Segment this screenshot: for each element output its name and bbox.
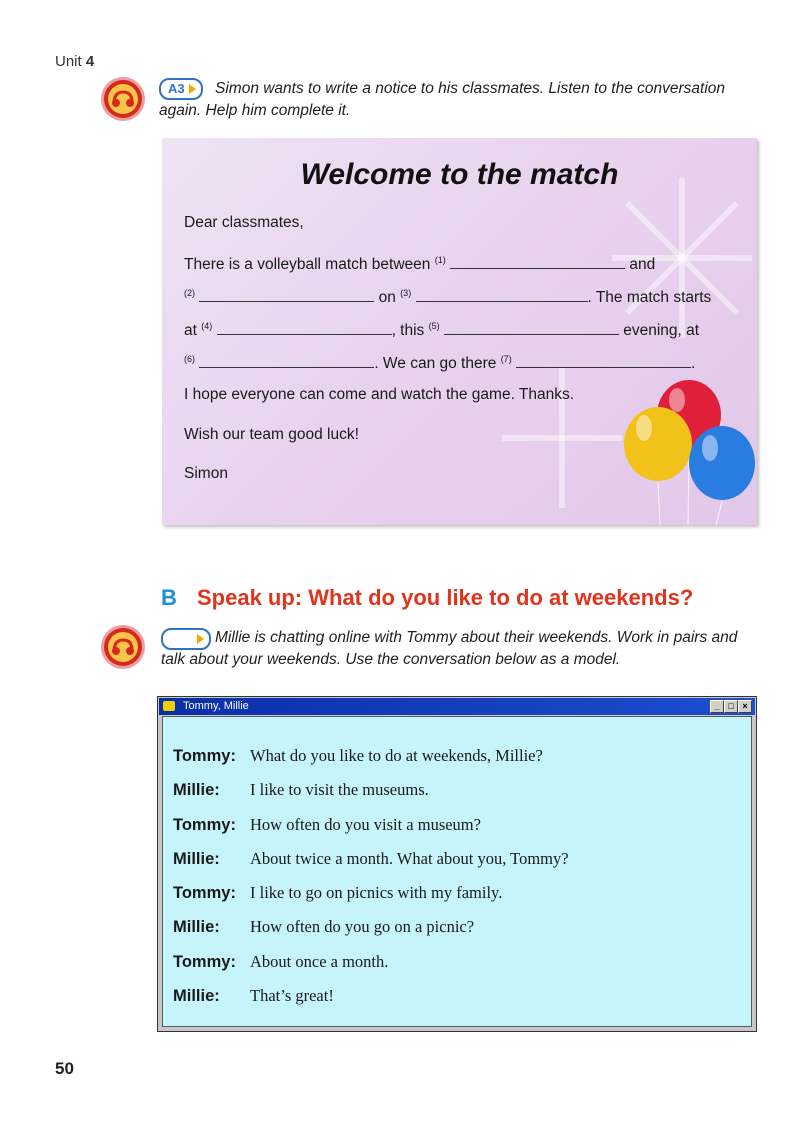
chat-window-title: Tommy, Millie [183, 700, 249, 712]
blank-number: (4) [201, 321, 213, 331]
close-button[interactable]: × [738, 700, 752, 713]
blank-6[interactable] [199, 353, 374, 368]
blank-7[interactable] [516, 353, 691, 368]
chat-app-icon [163, 701, 175, 711]
chat-message [173, 917, 474, 937]
chat-message [173, 815, 481, 835]
notice-line-1: There is a volleyball match between $^{(1)}$ and [184, 255, 656, 273]
unit-label [55, 53, 94, 70]
blank-number: (7) [500, 354, 512, 364]
chat-message [173, 780, 429, 800]
notice-wish: Wish our team good luck! [184, 426, 359, 443]
chat-text: I like to go on picnics with my family. [250, 883, 503, 902]
balloon-blue [689, 426, 755, 500]
notice-line-3: at $^{(4)}$ , this $^{(5)}$ evening, at [184, 321, 700, 339]
chat-text: How often do you go on a picnic? [250, 917, 475, 936]
unit-number: 4 [85, 53, 95, 70]
unit-word: Unit [55, 53, 82, 70]
blank-5[interactable] [444, 320, 619, 335]
blank-1[interactable] [450, 254, 625, 269]
section-b-letter: B [161, 585, 177, 610]
chat-message [173, 986, 334, 1006]
blank-2[interactable] [199, 287, 374, 302]
section-b-title: Speak up: What do you like to do at weekends? [197, 585, 694, 610]
chat-speaker: Millie: [173, 850, 220, 868]
chat-text: I like to visit the museums. [250, 780, 429, 799]
notice-greeting: Dear classmates, [184, 214, 304, 231]
blank-number: (5) [428, 321, 440, 331]
balloons-illustration [612, 378, 757, 525]
maximize-button[interactable]: □ [724, 700, 738, 713]
chat-message [173, 849, 569, 869]
chat-text: What do you like to do at weekends, Millie? [250, 746, 543, 765]
blank-number: (3) [400, 288, 412, 298]
speaking-icon [100, 624, 146, 670]
listening-icon [100, 76, 146, 122]
minimize-button[interactable]: _ [710, 700, 724, 713]
notice-card [162, 138, 757, 525]
chat-message [173, 952, 388, 972]
chat-speaker: Millie: [173, 781, 220, 799]
notice-title: Welcome to the match [300, 158, 619, 191]
blank-number: (1) [434, 255, 446, 265]
chat-speaker: Millie: [173, 918, 220, 936]
blank-3[interactable] [416, 287, 588, 302]
chat-speaker: Tommy: [173, 884, 236, 902]
chat-text: About twice a month. What about you, Tommy? [250, 849, 569, 868]
chat-speaker: Tommy: [173, 747, 236, 765]
blank-number: (2) [184, 288, 195, 298]
section-b-instruction: Millie is chatting online with Tommy about their weekends. Work in pairs and talk about your weekends. Use the conversation below as a model. [161, 629, 738, 668]
chat-speaker: Millie: [173, 987, 220, 1005]
chat-text: That’s great! [250, 986, 334, 1005]
notice-closing-line: I hope everyone can come and watch the game. Thanks. [184, 386, 575, 403]
chat-speaker: Tommy: [173, 816, 236, 834]
chat-window [157, 696, 757, 1032]
chat-body [162, 716, 752, 1027]
chat-speaker: Tommy: [173, 953, 236, 971]
task-a3-badge: A3 [159, 78, 203, 100]
chat-titlebar[interactable] [159, 698, 755, 715]
notice-signature: Simon [184, 465, 228, 482]
balloon-yellow [624, 407, 692, 481]
notice-line-2: $^{(2)}$ on $^{(3)}$ . The match starts [184, 288, 712, 306]
chat-message [173, 883, 502, 903]
chat-text: About once a month. [250, 952, 389, 971]
task-a3-instruction: Simon wants to write a notice to his classmates. Listen to the conversation again. Help him complete it. [159, 80, 726, 119]
chat-text: How often do you visit a museum? [250, 815, 481, 834]
blank-4[interactable] [217, 320, 392, 335]
notice-line-4: $^{(6)}$ . We can go there $^{(7)}$ . [184, 354, 696, 372]
chat-message [173, 746, 543, 766]
page-number: 50 [55, 1059, 74, 1078]
blank-number: (6) [184, 354, 195, 364]
